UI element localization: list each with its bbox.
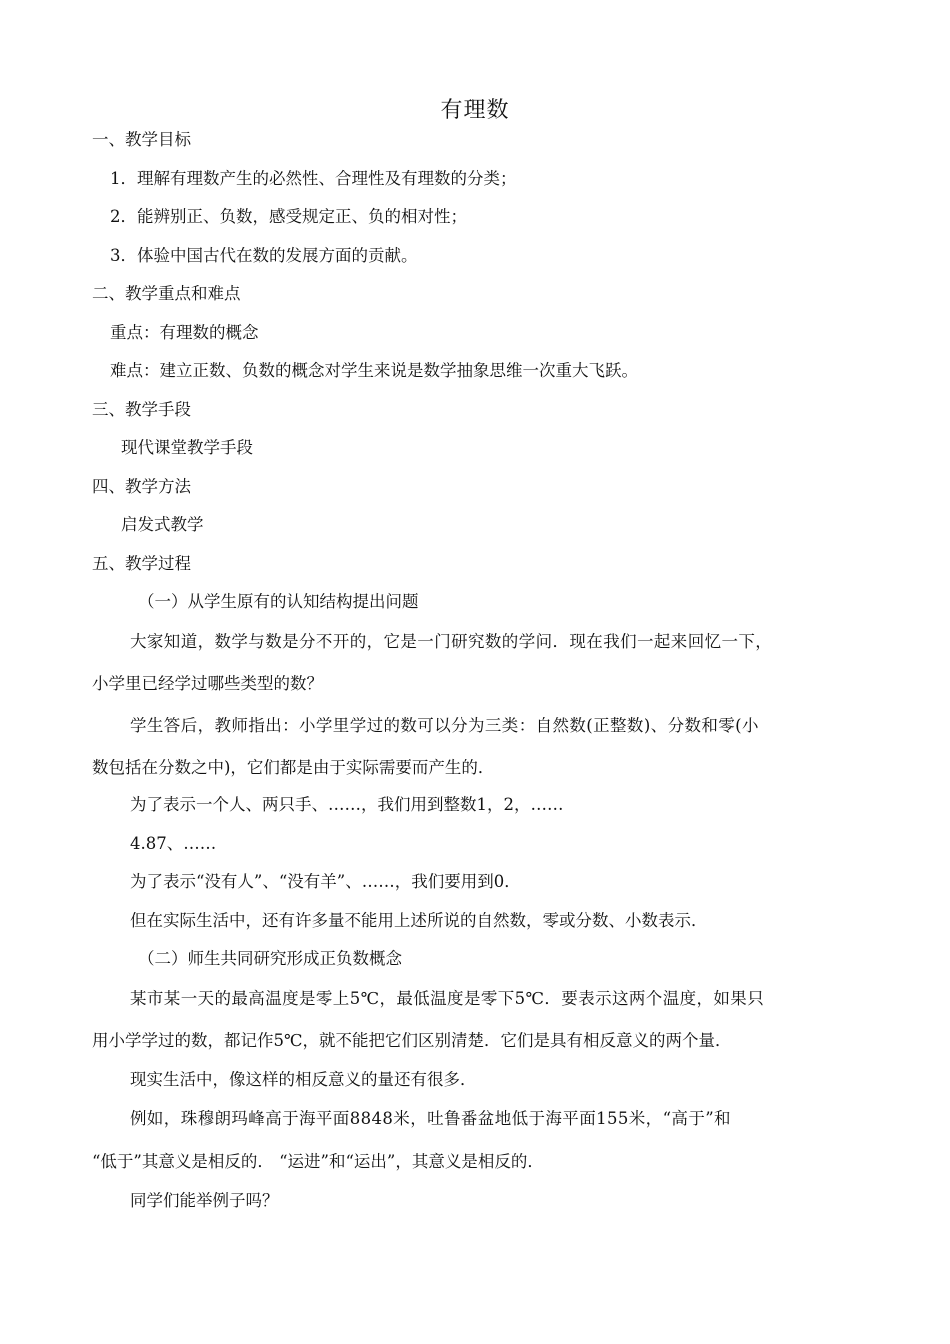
difficult-point: 难点：建立正数、负数的概念对学生来说是数学抽象思维一次重大飞跃。 bbox=[110, 361, 638, 380]
paragraph-line: 学生答后，教师指出：小学里学过的数可以分为三类：自然数(正整数)、分数和零(小 bbox=[130, 716, 759, 735]
subsection-heading-2: （二）师生共同研究形成正负数概念 bbox=[138, 949, 402, 968]
section-heading-methods: 四、教学方法 bbox=[92, 477, 191, 496]
teaching-means-text: 现代课堂教学手段 bbox=[121, 438, 253, 457]
paragraph-line: 数包括在分数之中)，它们都是由于实际需要而产生的． bbox=[92, 758, 495, 777]
section-heading-process: 五、教学过程 bbox=[92, 554, 191, 573]
teaching-method-text: 启发式教学 bbox=[121, 515, 204, 534]
paragraph-line: 大家知道，数学与数是分不开的，它是一门研究数的学问．现在我们一起来回忆一下， bbox=[130, 632, 773, 651]
section-heading-objectives: 一、教学目标 bbox=[92, 130, 191, 149]
section-heading-means: 三、教学手段 bbox=[92, 400, 191, 419]
paragraph-line: 例如，珠穆朗玛峰高于海平面8848米，吐鲁番盆地低于海平面155米，“高于”和 bbox=[130, 1109, 731, 1128]
paragraph-line: 同学们能举例子吗？ bbox=[130, 1191, 279, 1210]
paragraph-line: 但在实际生活中，还有许多量不能用上述所说的自然数，零或分数、小数表示． bbox=[130, 911, 708, 930]
paragraph-line: 某市某一天的最高温度是零上5℃，最低温度是零下5℃．要表示这两个温度，如果只 bbox=[130, 989, 765, 1008]
objective-item-1: 1．理解有理数产生的必然性、合理性及有理数的分类； bbox=[110, 169, 517, 188]
section-heading-key-points: 二、教学重点和难点 bbox=[92, 284, 241, 303]
paragraph-line: 现实生活中，像这样的相反意义的量还有很多． bbox=[130, 1070, 477, 1089]
paragraph-line: 4.87、…… bbox=[130, 834, 217, 853]
page-title: 有理数 bbox=[440, 98, 510, 123]
key-point: 重点：有理数的概念 bbox=[110, 323, 259, 342]
paragraph-line: 为了表示“没有人”、“没有羊”、……，我们要用到0． bbox=[130, 872, 521, 891]
subsection-heading-1: （一）从学生原有的认知结构提出问题 bbox=[138, 592, 419, 611]
paragraph-line: 用小学学过的数，都记作5℃，就不能把它们区别清楚．它们是具有相反意义的两个量． bbox=[92, 1031, 732, 1050]
objective-item-3: 3．体验中国古代在数的发展方面的贡献。 bbox=[110, 246, 418, 265]
objective-item-2: 2．能辨别正、负数，感受规定正、负的相对性； bbox=[110, 207, 467, 226]
paragraph-line: 为了表示一个人、两只手、……，我们用到整数1，2，…… bbox=[130, 795, 564, 814]
paragraph-line: 小学里已经学过哪些类型的数？ bbox=[92, 674, 323, 693]
paragraph-line: “低于”其意义是相反的． “运进”和“运出”，其意义是相反的． bbox=[92, 1152, 544, 1171]
